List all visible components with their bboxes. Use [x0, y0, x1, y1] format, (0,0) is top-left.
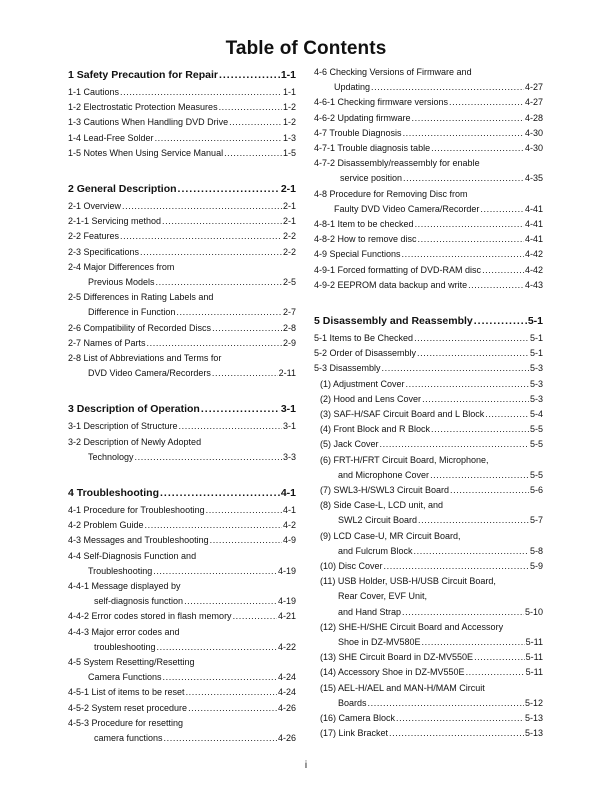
toc-entry [68, 503, 296, 517]
toc-entry [314, 171, 543, 185]
toc-entry-title: (4) Front Block and R Block [320, 424, 431, 435]
toc-entry-title: 4-1 Procedure for Troubleshooting [68, 505, 205, 515]
toc-entry-title: (14) Accessory Shoe in DZ-MV550E [320, 667, 465, 678]
toc-entry-title: (8) Side Case-L, LCD unit, and [320, 500, 444, 511]
toc-page-number: 5-5 [529, 469, 543, 480]
toc-entry [68, 321, 296, 335]
toc-dot-leader [212, 321, 282, 335]
toc-entry-title: SWL2 Circuit Board [338, 515, 418, 526]
toc-page-number: 5-6 [529, 485, 543, 495]
toc-entry-title: (11) USB Holder, USB-H/USB Circuit Board, [320, 576, 496, 587]
toc-dot-leader [414, 331, 529, 345]
toc-entry [68, 564, 296, 578]
toc-page-number: 5-3 [529, 363, 543, 374]
toc-page-number: 5-11 [525, 667, 543, 678]
toc-entry [68, 655, 296, 669]
toc-dot-leader [474, 313, 527, 329]
toc-entry [314, 544, 543, 558]
toc-dot-leader [219, 100, 282, 114]
toc-dot-leader [371, 80, 524, 94]
toc-page-number: 5-13 [524, 713, 543, 723]
toc-entry [314, 681, 543, 695]
toc-page-number: 5-3 [529, 378, 543, 389]
toc-entry-title: Camera Functions [88, 672, 162, 683]
toc-page-number: 4-1 [282, 505, 296, 515]
toc-entry-title: 1-1 Cautions [68, 87, 120, 97]
toc-entry-title: 4-4-3 Major error codes and [68, 626, 180, 637]
toc-dot-leader [229, 115, 282, 129]
toc-entry-title: 4-3 Messages and Troubleshooting [68, 535, 209, 546]
toc-entry [68, 731, 296, 745]
toc-entry [68, 435, 296, 449]
toc-entry [68, 131, 296, 145]
toc-page-number: 5-1 [529, 333, 543, 343]
toc-section-heading [68, 67, 296, 83]
toc-entry [314, 437, 543, 451]
toc-entry [68, 640, 296, 654]
toc-dot-leader [157, 640, 277, 654]
toc-page-number: 5-10 [524, 606, 543, 617]
toc-dot-leader [135, 450, 282, 464]
toc-page-number: 4-26 [277, 733, 296, 743]
toc-entry [314, 65, 543, 79]
toc-dot-leader [414, 544, 529, 558]
toc-page-number: 2-5 [282, 277, 296, 287]
toc-entry [314, 187, 543, 201]
toc-entry [68, 115, 296, 129]
toc-entry-title: 4-5-1 List of items to be reset [68, 687, 185, 698]
toc-entry-title: 2-7 Names of Parts [68, 337, 146, 348]
toc-entry-title: 1 Safety Precaution for Repair [68, 69, 218, 81]
toc-entry [68, 290, 296, 304]
toc-dot-leader [206, 503, 282, 517]
toc-entry-title: 4-6-1 Checking firmware versions [314, 97, 449, 108]
toc-page-number: 5-5 [529, 439, 543, 450]
toc-dot-leader [160, 485, 280, 501]
toc-entry [68, 609, 296, 623]
toc-page-number: 2-7 [282, 307, 296, 318]
toc-dot-leader [212, 366, 278, 380]
toc-entry-title: 4-4-2 Error codes stored in flash memory [68, 611, 232, 622]
toc-entry-title: 2-6 Compatibility of Recorded Discs [68, 322, 212, 333]
toc-entry-title: 4-5 System Resetting/Resetting [68, 657, 195, 667]
toc-page-number: 5-11 [525, 652, 543, 663]
toc-entry [314, 559, 543, 573]
toc-entry-title: 1-5 Notes When Using Service Manual [68, 147, 224, 158]
toc-page-number: 5-4 [529, 409, 543, 419]
toc-page-number: 4-30 [524, 127, 543, 138]
toc-dot-leader [186, 685, 277, 699]
toc-page-number: 1-2 [282, 117, 296, 128]
toc-page-number: 5-9 [529, 561, 543, 571]
toc-entry-title: 3-2 Description of Newly Adopted [68, 436, 202, 447]
toc-entry [68, 245, 296, 259]
toc-dot-leader [480, 202, 524, 216]
toc-entry [314, 202, 543, 216]
toc-entry [68, 214, 296, 228]
toc-dot-leader [485, 407, 529, 421]
toc-page-number: 5-8 [529, 545, 543, 556]
toc-dot-leader [417, 346, 529, 360]
toc-entry [68, 199, 296, 213]
toc-page-number: 5-13 [524, 728, 543, 739]
page-title: Table of Contents [225, 38, 387, 59]
toc-entry-title: (5) Jack Cover [320, 439, 379, 450]
toc-entry-title: (15) AEL-H/AEL and MAN-H/MAM Circuit [320, 682, 485, 693]
toc-entry [314, 346, 543, 360]
toc-entry-title: 2-4 Major Differences from [68, 261, 175, 272]
toc-page-number: 5-3 [529, 393, 543, 404]
toc-entry [68, 670, 296, 684]
toc-entry-title: 1-4 Lead-Free Solder [68, 132, 154, 143]
toc-entry-title: 2-1-1 Servicing method [68, 216, 162, 227]
toc-entry-title: 4-7-1 Trouble diagnosis table [314, 143, 431, 153]
toc-page-number: 2-2 [282, 246, 296, 257]
toc-entry [314, 392, 543, 406]
toc-page-number: 3-1 [280, 403, 296, 416]
toc-dot-leader [474, 650, 525, 664]
toc-page-number: 4-41 [524, 219, 543, 229]
toc-page-number: 4-41 [524, 234, 543, 245]
toc-page-number: 4-9 [282, 535, 296, 546]
toc-dot-leader [402, 247, 524, 261]
toc-page-number: 4-35 [524, 173, 543, 184]
toc-dot-leader [210, 533, 282, 547]
toc-page-number: 1-2 [282, 102, 296, 113]
toc-entry-title: Boards [338, 697, 367, 708]
toc-dot-leader [431, 422, 529, 436]
toc-entry [68, 518, 296, 532]
toc-page-number: 4-22 [277, 641, 296, 652]
toc-entry [314, 361, 543, 375]
toc-section-heading [68, 181, 296, 197]
toc-entry-title: 4-9-1 Forced formatting of DVD-RAM disc [314, 264, 482, 275]
toc-dot-leader [415, 217, 524, 231]
toc-entry [314, 247, 543, 261]
toc-entry [68, 275, 296, 289]
toc-entry [314, 422, 543, 436]
toc-entry-title: (10) Disc Cover [320, 561, 383, 571]
toc-entry-title: camera functions [94, 733, 163, 743]
toc-entry [68, 549, 296, 563]
toc-entry-title: DVD Video Camera/Recorders [88, 368, 211, 379]
toc-entry [314, 620, 543, 634]
toc-entry-title: 2-8 List of Abbreviations and Terms for [68, 353, 222, 363]
toc-page-number: 1-1 [282, 87, 296, 97]
toc-entry [314, 711, 543, 725]
toc-entry [68, 336, 296, 350]
toc-entry-title: (2) Hood and Lens Cover [320, 393, 422, 404]
toc-entry-title: 2-1 Overview [68, 201, 122, 211]
toc-entry-title: 3-1 Description of Structure [68, 421, 178, 432]
toc-dot-leader [153, 564, 277, 578]
toc-page-number: 4-21 [277, 611, 296, 622]
toc-entry-title: 4-5-2 System reset procedure [68, 702, 188, 713]
toc-entry-title: 5-3 Disassembly [314, 363, 381, 374]
toc-page-number: 4-27 [524, 82, 543, 93]
toc-entry-title: (6) FRT-H/FRT Circuit Board, Microphone, [320, 454, 489, 465]
toc-dot-leader [368, 696, 524, 710]
toc-entry-title: Rear Cover, EVF Unit, [338, 591, 428, 602]
toc-page-number: 2-8 [282, 322, 296, 333]
toc-entry-title: troubleshooting [94, 641, 156, 652]
toc-entry [314, 650, 543, 664]
toc-entry [68, 579, 296, 593]
toc-entry [314, 453, 543, 467]
toc-entry [314, 529, 543, 543]
toc-dot-leader [422, 392, 529, 406]
toc-dot-leader [163, 670, 277, 684]
toc-page-number: 5-1 [529, 348, 543, 359]
toc-dot-leader [219, 67, 280, 83]
toc-dot-leader [431, 141, 524, 155]
toc-entry [314, 513, 543, 527]
toc-entry [314, 95, 543, 109]
toc-entry-title: 3 Description of Operation [68, 403, 200, 416]
toc-entry [68, 260, 296, 274]
toc-dot-leader [468, 278, 524, 292]
toc-entry [314, 111, 543, 125]
toc-entry-title: 4-8-1 Item to be checked [314, 219, 414, 229]
toc-section-heading [68, 401, 296, 417]
toc-page-number: 4-26 [277, 702, 296, 713]
toc-entry [314, 468, 543, 482]
toc-dot-leader [430, 468, 529, 482]
toc-entry-title: and Fulcrum Block [338, 545, 413, 556]
toc-entry-title: 4-7 Trouble Diagnosis [314, 127, 402, 138]
toc-entry-title: 4 Troubleshooting [68, 487, 159, 499]
toc-dot-leader [233, 609, 277, 623]
toc-dot-leader [147, 336, 282, 350]
toc-entry-title: (17) Link Bracket [320, 728, 389, 739]
toc-page-number: 4-24 [277, 687, 296, 698]
toc-entry [314, 331, 543, 345]
toc-page-number: 1-1 [280, 69, 296, 81]
toc-entry-title: Previous Models [88, 277, 155, 287]
toc-page-number: 5-12 [524, 697, 543, 708]
toc-page-number: 5-5 [529, 424, 543, 435]
toc-dot-leader [403, 171, 524, 185]
toc-entry-title: (3) SAF-H/SAF Circuit Board and L Block [320, 409, 485, 419]
toc-dot-leader [156, 275, 282, 289]
toc-dot-leader [188, 701, 277, 715]
toc-page-number: 4-42 [524, 249, 543, 260]
toc-page-number: 2-1 [282, 201, 296, 211]
toc-entry-title: 4-7-2 Disassembly/reassembly for enable [314, 158, 480, 169]
toc-entry-title: Troubleshooting [88, 565, 153, 576]
toc-entry [68, 419, 296, 433]
toc-entry-title: 5-2 Order of Disassembly [314, 348, 417, 359]
toc-page-number: 2-9 [282, 337, 296, 348]
toc-entry-title: 4-2 Problem Guide [68, 520, 144, 531]
toc-entry-title: 4-4-1 Message displayed by [68, 581, 181, 591]
toc-entry-title: 4-4 Self-Diagnosis Function and [68, 550, 197, 561]
toc-entry-title: 2-3 Specifications [68, 246, 140, 257]
toc-entry [68, 701, 296, 715]
toc-entry [68, 146, 296, 160]
toc-entry [314, 278, 543, 292]
toc-dot-leader [179, 419, 282, 433]
toc-dot-leader [466, 665, 525, 679]
toc-entry [68, 594, 296, 608]
toc-page-number: 4-2 [282, 520, 296, 531]
toc-entry-title: 4-8 Procedure for Removing Disc from [314, 188, 468, 199]
toc-entry [314, 407, 543, 421]
toc-entry [68, 366, 296, 380]
toc-page-number: 4-24 [277, 672, 296, 683]
toc-entry-title: 5-1 Items to Be Checked [314, 333, 414, 343]
toc-page-number: 4-42 [524, 264, 543, 275]
toc-dot-leader [382, 361, 529, 375]
toc-entry [314, 696, 543, 710]
toc-entry [68, 85, 296, 99]
toc-entry-title: 1-2 Electrostatic Protection Measures [68, 102, 218, 113]
toc-entry [314, 574, 543, 588]
toc-entry [314, 141, 543, 155]
toc-page-number: 5-11 [525, 637, 543, 647]
toc-page-number: 4-30 [524, 143, 543, 153]
toc-entry [314, 217, 543, 231]
toc-entry [314, 726, 543, 740]
toc-entry-title: Updating [334, 82, 371, 93]
toc-entry [314, 589, 543, 603]
toc-entry-title: (7) SWL3-H/SWL3 Circuit Board [320, 485, 450, 495]
toc-page-number: 4-41 [524, 203, 543, 214]
toc-page-number: 4-19 [277, 565, 296, 576]
toc-page-number: 5-7 [529, 515, 543, 526]
toc-dot-leader [162, 214, 282, 228]
toc-entry [68, 305, 296, 319]
toc-entry-title: 4-8-2 How to remove disc [314, 234, 417, 245]
toc-dot-leader [155, 131, 282, 145]
toc-entry [314, 126, 543, 140]
toc-page-number: 4-43 [524, 279, 543, 290]
toc-entry [68, 716, 296, 730]
toc-entry [314, 232, 543, 246]
toc-dot-leader [178, 181, 280, 197]
toc-entry-title: 4-5-3 Procedure for resetting [68, 717, 184, 728]
toc-entry-title: and Microphone Cover [338, 469, 430, 480]
toc-dot-leader [449, 95, 524, 109]
toc-dot-leader [418, 232, 524, 246]
toc-dot-leader [384, 559, 529, 573]
toc-dot-leader [402, 605, 524, 619]
toc-entry [314, 263, 543, 277]
toc-page-number: 3-1 [282, 421, 296, 432]
toc-entry [314, 377, 543, 391]
toc-entry-title: (13) SHE Circuit Board in DZ-MV550E [320, 652, 474, 663]
toc-dot-leader [403, 126, 524, 140]
toc-entry-title: 2 General Description [68, 183, 177, 195]
toc-entry-title: 1-3 Cautions When Handling DVD Drive [68, 117, 229, 128]
toc-dot-leader [140, 245, 282, 259]
page-number: i [304, 760, 308, 771]
toc-page-number: 4-19 [277, 596, 296, 607]
toc-page-number: 4-1 [280, 487, 296, 499]
toc-entry [68, 100, 296, 114]
toc-entry [314, 635, 543, 649]
toc-dot-leader [406, 377, 529, 391]
toc-entry-title: service position [340, 173, 403, 184]
toc-entry [314, 498, 543, 512]
toc-dot-leader [389, 726, 524, 740]
toc-entry [68, 533, 296, 547]
toc-entry-title: 2-5 Differences in Rating Labels and [68, 292, 214, 303]
toc-entry-title: 4-6-2 Updating firmware [314, 112, 411, 123]
toc-entry-title: (1) Adjustment Cover [320, 378, 405, 389]
toc-page-number: 1-5 [282, 147, 296, 158]
toc-dot-leader [120, 229, 282, 243]
toc-entry-title: Shoe in DZ-MV580E [338, 637, 421, 647]
toc-page-number: 2-11 [278, 368, 296, 379]
toc-entry-title: Faulty DVD Video Camera/Recorder [334, 203, 480, 214]
toc-entry-title: 4-9-2 EEPROM data backup and write [314, 279, 468, 290]
toc-page-number: 4-27 [524, 97, 543, 108]
toc-page-number: 4-28 [524, 112, 543, 123]
toc-dot-leader [201, 401, 280, 417]
toc-page-number: 5-1 [527, 315, 543, 327]
toc-entry [314, 483, 543, 497]
toc-entry-title: self-diagnosis function [94, 596, 184, 607]
toc-dot-leader [184, 594, 277, 608]
toc-entry-title: and Hand Strap [338, 606, 402, 617]
toc-entry-title: Technology [88, 451, 134, 462]
toc-page-number: 2-2 [282, 231, 296, 242]
toc-dot-leader [224, 146, 282, 160]
toc-dot-leader [482, 263, 524, 277]
toc-dot-leader [450, 483, 529, 497]
toc-entry [314, 156, 543, 170]
toc-entry-title: Difference in Function [88, 307, 176, 318]
toc-section-heading [314, 313, 543, 329]
toc-page-number: 3-3 [282, 451, 296, 462]
toc-entry-title: (12) SHE-H/SHE Circuit Board and Accessory [320, 621, 504, 632]
toc-entry [68, 351, 296, 365]
toc-dot-leader [380, 437, 529, 451]
toc-entry [68, 229, 296, 243]
toc-dot-leader [418, 513, 529, 527]
toc-entry [68, 625, 296, 639]
toc-section-heading [68, 485, 296, 501]
toc-dot-leader [145, 518, 282, 532]
toc-dot-leader [122, 199, 282, 213]
toc-entry-title: (9) LCD Case-U, MR Circuit Board, [320, 530, 461, 541]
toc-page-number: 2-1 [280, 183, 296, 195]
toc-dot-leader [176, 305, 282, 319]
toc-entry-title: 5 Disassembly and Reassembly [314, 315, 473, 327]
toc-page-number: 1-3 [282, 132, 296, 143]
toc-entry [68, 685, 296, 699]
toc-page-number: 2-1 [282, 216, 296, 227]
toc-dot-leader [164, 731, 277, 745]
toc-entry [314, 605, 543, 619]
toc-dot-leader [120, 85, 282, 99]
toc-entry-title: (16) Camera Block [320, 713, 396, 723]
toc-entry-title: 4-9 Special Functions [314, 249, 401, 260]
toc-entry [68, 450, 296, 464]
toc-dot-leader [422, 635, 525, 649]
toc-entry [314, 80, 543, 94]
toc-dot-leader [396, 711, 524, 725]
toc-dot-leader [412, 111, 524, 125]
toc-entry-title: 2-2 Features [68, 231, 120, 242]
toc-entry [314, 665, 543, 679]
toc-entry-title: 4-6 Checking Versions of Firmware and [314, 67, 472, 77]
